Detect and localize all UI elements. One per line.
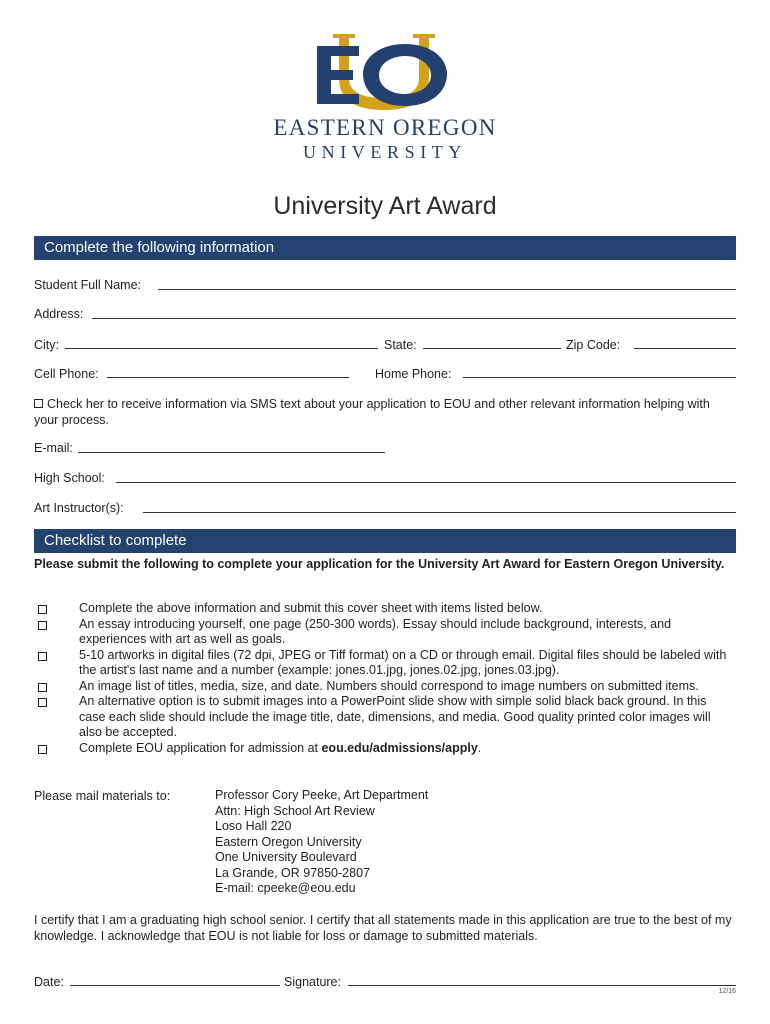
- checklist-item: [34, 617, 736, 648]
- art-instructor-field[interactable]: [143, 512, 736, 513]
- home-phone-field[interactable]: [463, 377, 736, 378]
- checklist-item-text: An image list of titles, media, size, and date. Numbers should correspond to image numbers on submitted items.: [79, 678, 699, 693]
- date-label: Date:: [34, 975, 64, 989]
- art-instructor-label: Art Instructor(s):: [34, 501, 124, 515]
- student-name-label: Student Full Name:: [34, 278, 141, 292]
- section-header-checklist: Checklist to complete: [34, 529, 736, 553]
- date-field[interactable]: [70, 985, 280, 986]
- mail-label: Please mail materials to:: [34, 789, 171, 803]
- checkbox[interactable]: [38, 698, 47, 707]
- state-label: State:: [384, 338, 417, 352]
- cell-phone-label: Cell Phone:: [34, 367, 99, 381]
- city-field[interactable]: [65, 348, 378, 349]
- checkbox[interactable]: [38, 745, 47, 754]
- eou-monogram-icon: [315, 30, 455, 112]
- checklist-item: [34, 741, 736, 757]
- checklist-item-text: An essay introducing yourself, one page (250-300 words). Essay should include background, interests, and experiences with art as well as goals.: [79, 616, 672, 646]
- checklist-intro: Please submit the following to complete your application for the University Art Award for Eastern Oregon University.: [34, 557, 725, 571]
- checklist-item: [34, 694, 736, 741]
- checklist-item: [34, 601, 736, 617]
- checkbox[interactable]: [38, 683, 47, 692]
- logo-name-line1: EASTERN OREGON: [273, 115, 497, 140]
- address-line: Attn: High School Art Review: [215, 803, 375, 818]
- home-phone-label: Home Phone:: [375, 367, 452, 381]
- zip-field[interactable]: [634, 348, 736, 349]
- address-field[interactable]: [92, 318, 736, 319]
- state-field[interactable]: [423, 348, 561, 349]
- high-school-field[interactable]: [116, 482, 736, 483]
- cell-phone-field[interactable]: [107, 377, 349, 378]
- address-line: Loso Hall 220: [215, 819, 292, 833]
- address-line: One University Boulevard: [215, 850, 357, 864]
- logo-name-line2: UNIVERSITY: [303, 142, 467, 162]
- address-line: Professor Cory Peeke, Art Department: [215, 788, 429, 802]
- city-label: City:: [34, 338, 59, 352]
- mailing-address: [215, 788, 428, 897]
- checklist-item-text: Complete EOU application for admission at: [79, 740, 322, 755]
- address-email: E-mail: cpeeke@eou.edu: [215, 881, 356, 895]
- signature-label: Signature:: [284, 975, 341, 989]
- eou-logo: [0, 30, 770, 161]
- signature-field[interactable]: [348, 985, 736, 986]
- address-line: La Grande, OR 97850-2807: [215, 865, 370, 880]
- sms-consent: [34, 396, 736, 428]
- page-title: University Art Award: [273, 192, 497, 220]
- address-line: Eastern Oregon University: [215, 834, 362, 849]
- checkbox[interactable]: [38, 605, 47, 614]
- email-label: E-mail:: [34, 441, 73, 455]
- admissions-link[interactable]: eou.edu/admissions/apply: [321, 740, 478, 755]
- sms-checkbox[interactable]: [34, 399, 43, 408]
- checklist-item-text: An alternative option is to submit images into a PowerPoint slide show with simple solid black back ground. In this case each slide should include the image title, date, dimensions, and media. Good quality printed color images will also be accepted.: [79, 694, 711, 739]
- student-name-field[interactable]: [158, 289, 736, 290]
- address-label: Address:: [34, 307, 84, 321]
- checklist: [34, 601, 736, 756]
- checklist-item: [34, 679, 736, 695]
- checklist-item: [34, 648, 736, 679]
- zip-label: Zip Code:: [566, 338, 621, 352]
- checklist-item-text: Complete the above information and submit this cover sheet with items listed below.: [79, 601, 543, 615]
- section-header-information: Complete the following information: [34, 236, 736, 260]
- checkbox[interactable]: [38, 621, 47, 630]
- sms-consent-text: Check her to receive information via SMS text about your application to EOU and other relevant information helping with your process.: [34, 397, 710, 427]
- checkbox[interactable]: [38, 652, 47, 661]
- form-revision-code: 12/16: [718, 988, 736, 995]
- email-field[interactable]: [78, 452, 385, 453]
- high-school-label: High School:: [34, 471, 105, 485]
- checklist-item-suffix: .: [477, 740, 482, 755]
- certification-statement: I certify that I am a graduating high school senior. I certify that all statements made in this application are true to the best of my knowledge. I acknowledge that EOU is not liable for loss or damage to submitted materials.: [34, 913, 732, 943]
- checklist-item-text: 5-10 artworks in digital files (72 dpi, JPEG or Tiff format) on a CD or through email. Digital files should be labeled with the artist's last name and a number (example: jones.01.jpg, jones.02.jpg, jones.03.jpg).: [79, 647, 727, 677]
